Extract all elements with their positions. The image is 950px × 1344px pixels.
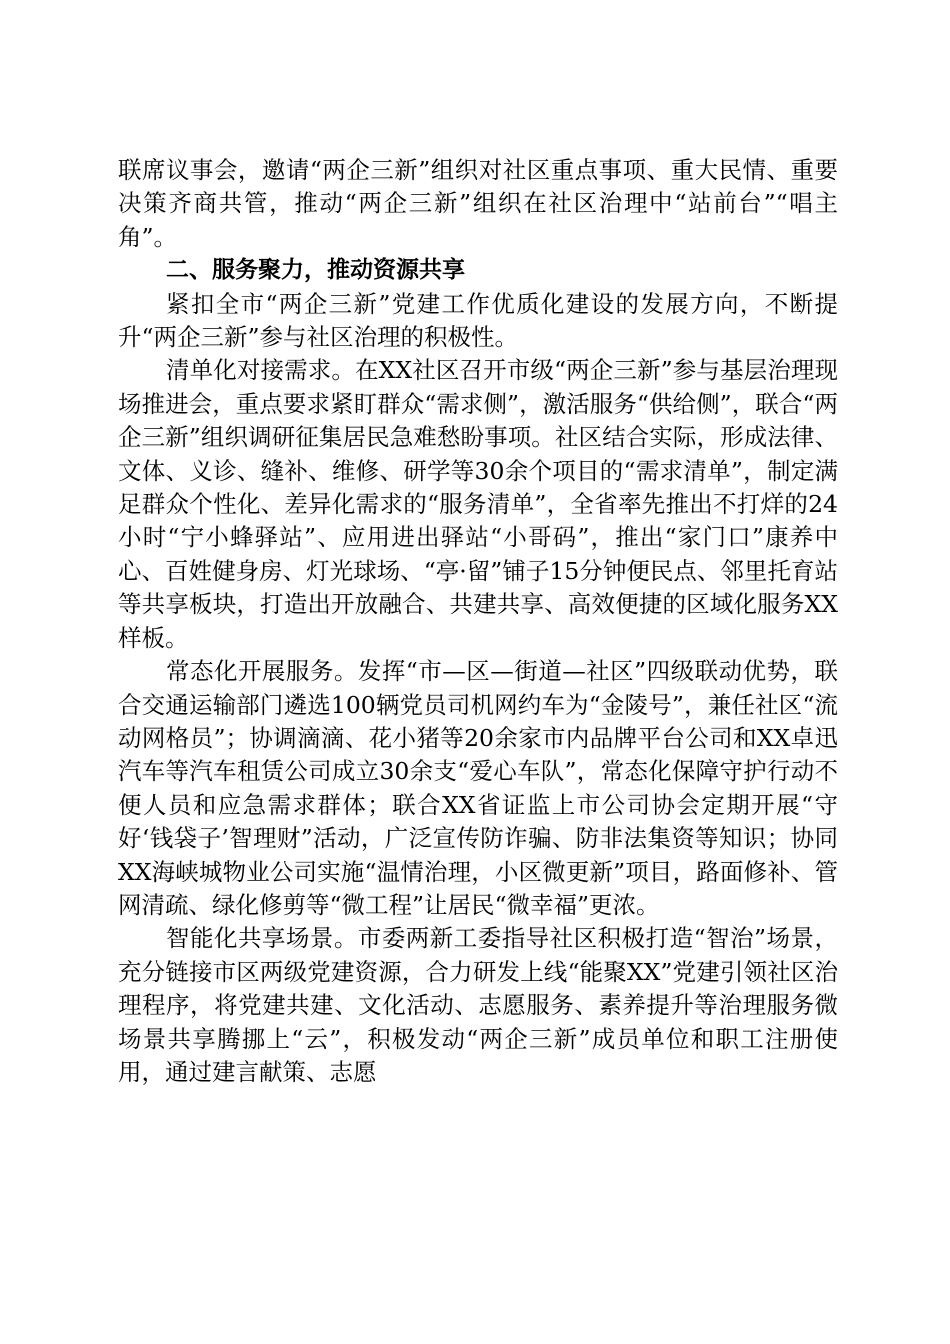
paragraph-intro-continuation: 联席议事会，邀请“两企三新”组织对社区重点事项、重大民情、重要决策齐商共管，推动“两企三新”组织在社区治理中“站前台”“唱主角”。 — [118, 156, 838, 251]
paragraph-regular-service: 常态化开展服务。发挥“市—区—街道—社区”四级联动优势，联合交通运输部门遴选100辆党员司机网约车为“金陵号”，兼任社区“流动网格员”；协调滴滴、花小猪等20余家市内品牌平台公司和XX卓迅汽车等汽车租赁公司成立30余支“爱心车队”，常态化保障守护行动不便人员和应急需求群体；联合XX省证监上市公司协会定期开展“守好‘钱袋子’智理财”活动，广泛宣传防诈骗、防非法集资等知识；协同XX海峡城物业公司实施“温情治理，小区微更新”项目，路面修补、管网清疏、绿化修剪等“微工程”让居民“微幸福”更浓。 — [118, 657, 838, 919]
paragraph-checklist-demand: 清单化对接需求。在XX社区召开市级“两企三新”参与基层治理现场推进会，重点要求紧盯群众“需求侧”，激活服务“供给侧”，联合“两企三新”组织调研征集居民急难愁盼事项。社区结合实际，形成法律、文体、义诊、缝补、维修、研学等30余个项目的“需求清单”，制定满足群众个性化、差异化需求的“服务清单”，全省率先推出不打烊的24小时“宁小蜂驿站”、应用进出驿站“小哥码”，推出“家门口”康养中心、百姓健身房、灯光球场、“亭·留”铺子15分钟便民点、邻里托育站等共享板块，打造出开放融合、共建共享、高效便捷的区域化服务XX样板。 — [118, 356, 838, 652]
paragraph-smart-scene: 智能化共享场景。市委两新工委指导社区积极打造“智治”场景，充分链接市区两级党建资源，合力研发上线“能聚XX”党建引领社区治理程序，将党建共建、文化活动、志愿服务、素养提升等治理服务微场景共享腾挪上“云”，积极发动“两企三新”成员单位和职工注册使用，通过建言献策、志愿 — [118, 924, 838, 1086]
document-page — [118, 154, 838, 1089]
section-heading-2: 二、服务聚力，推动资源共享 — [166, 257, 465, 284]
paragraph-section-intro: 紧扣全市“两企三新”党建工作优质化建设的发展方向，不断提升“两企三新”参与社区治理的积极性。 — [118, 289, 838, 352]
